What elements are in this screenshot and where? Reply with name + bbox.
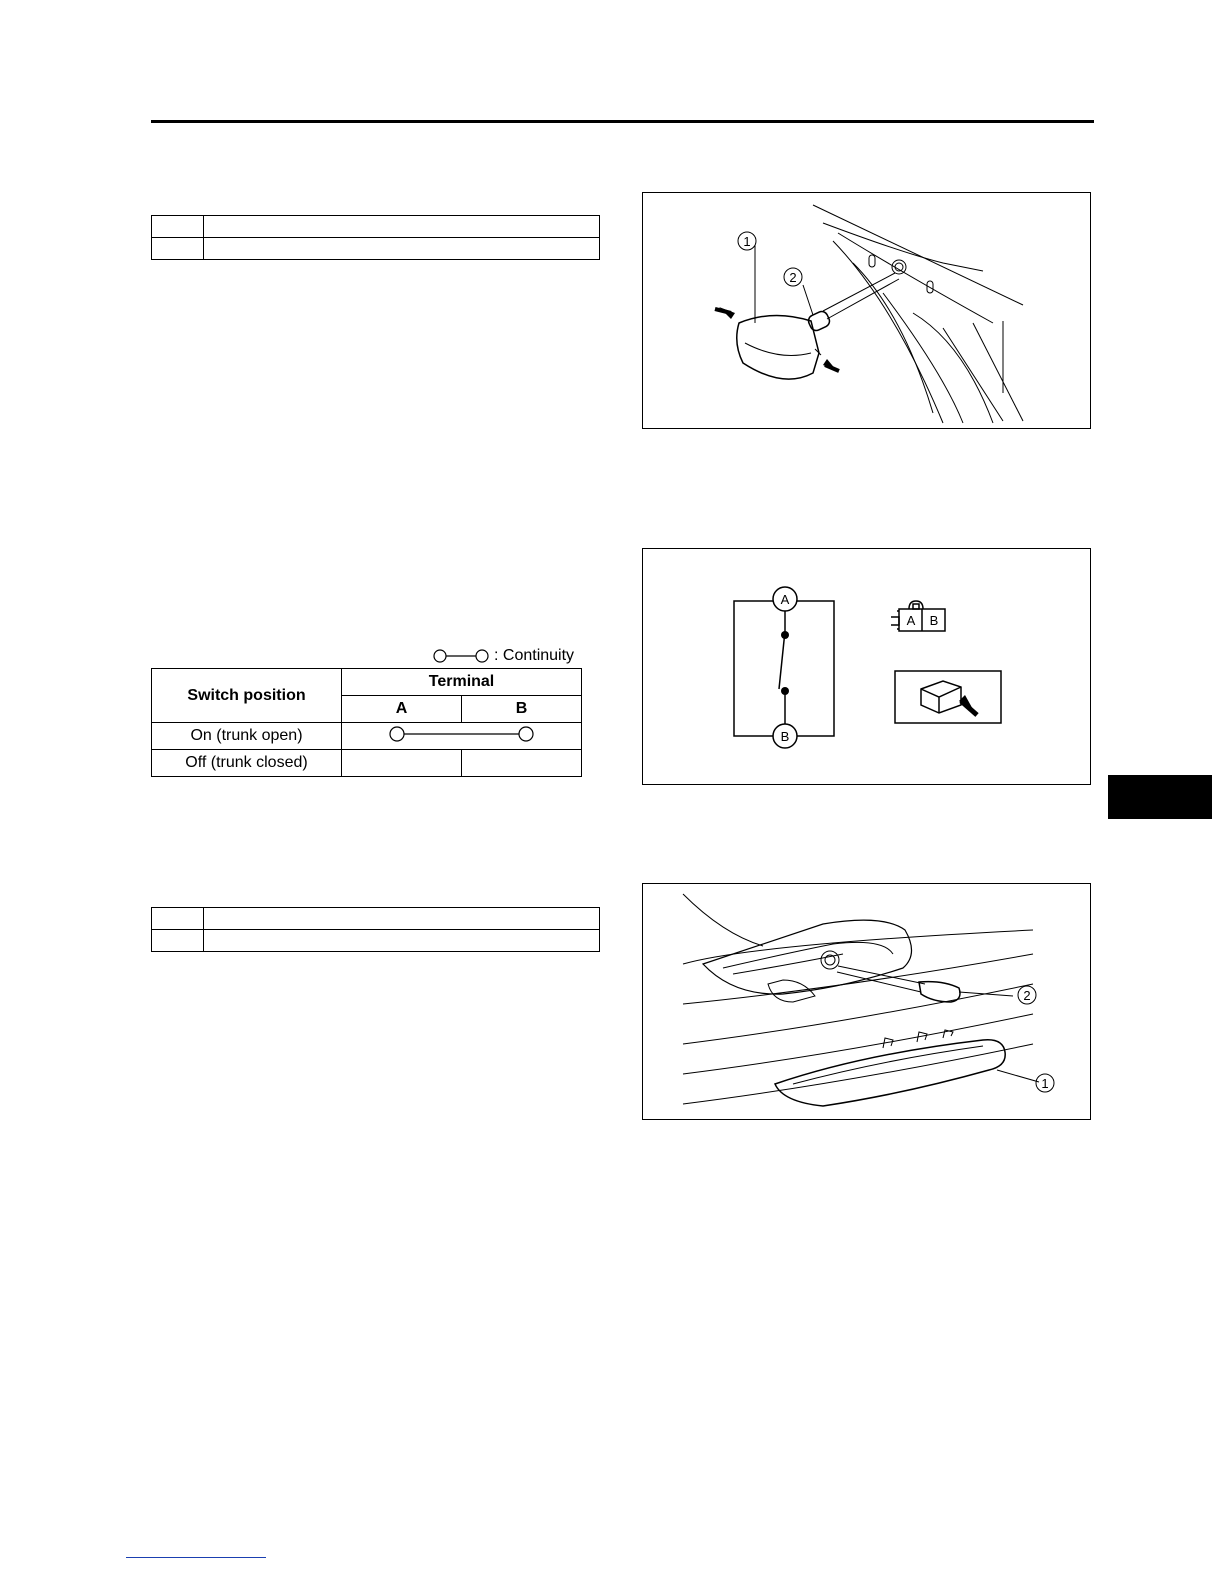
continuity-cell-off-b [462, 750, 582, 777]
row-position-off: Off (trunk closed) [152, 750, 342, 777]
header-switch-position: Switch position [152, 669, 342, 723]
table-row [152, 908, 600, 930]
callout-1: 1 [1041, 1076, 1049, 1091]
figure-lamp-removal [642, 192, 1091, 429]
terminal-b-label: B [780, 729, 790, 744]
continuity-legend-text: : Continuity [494, 647, 575, 664]
table-row [152, 216, 600, 238]
callout-1: 1 [743, 234, 751, 249]
header-terminal-b: B [462, 696, 582, 723]
row-position-on: On (trunk open) [152, 723, 342, 750]
continuity-symbol-icon [432, 648, 494, 664]
footer-link-underline[interactable] [126, 1557, 266, 1558]
empty-table-top [151, 215, 600, 260]
header-terminal-a: A [342, 696, 462, 723]
table-row [152, 238, 600, 260]
section-tab [1108, 775, 1212, 819]
table-row [152, 723, 582, 750]
figure-switch-diagram [642, 548, 1091, 785]
table-row [152, 750, 582, 777]
continuity-table [151, 668, 582, 777]
terminal-a-label: A [780, 592, 790, 607]
continuity-cell-off-a [342, 750, 462, 777]
callout-2: 2 [1023, 988, 1031, 1003]
connector-a-label: A [906, 613, 916, 628]
header-rule [151, 120, 1094, 123]
connector-b-label: B [929, 613, 939, 628]
callout-2: 2 [789, 270, 797, 285]
continuity-cell-on [342, 723, 582, 750]
figure-trunk-lamp [642, 883, 1091, 1120]
table-row [152, 930, 600, 952]
continuity-legend [432, 647, 574, 665]
header-terminal: Terminal [342, 669, 582, 696]
empty-table-bottom [151, 907, 600, 952]
continuity-symbol-icon [387, 725, 537, 743]
